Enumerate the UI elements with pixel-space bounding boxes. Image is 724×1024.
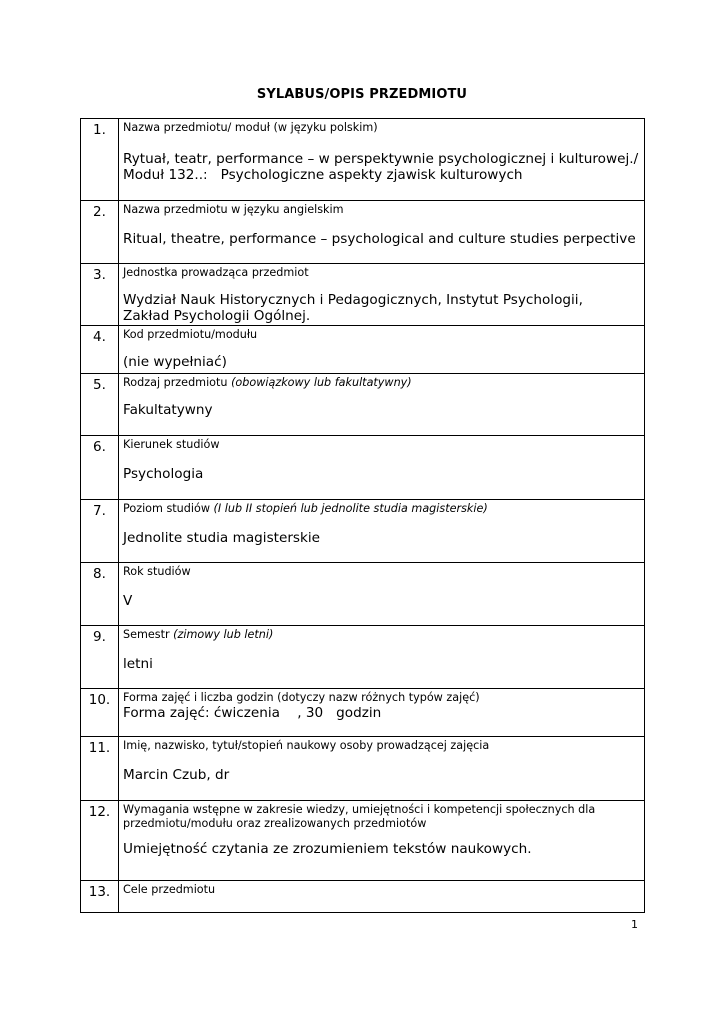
field-label bbox=[123, 121, 644, 135]
field-value-line: Wydział Nauk Historycznych i Pedagogicznych, Instytut Psychologii, bbox=[123, 292, 583, 308]
row-content bbox=[119, 626, 645, 689]
field-label-text: Rodzaj przedmiotu bbox=[123, 376, 232, 389]
row-number: 13. bbox=[81, 881, 119, 913]
field-label bbox=[123, 502, 644, 516]
field-value-line: Moduł 132..: Psychologiczne aspekty zjawisk kulturowych bbox=[123, 167, 523, 183]
table-row bbox=[81, 264, 645, 326]
field-label-hint: (I lub II stopień lub jednolite studia magisterskie) bbox=[213, 502, 488, 515]
field-label-hint: (obowiązkowy lub fakultatywny) bbox=[231, 376, 412, 389]
field-label-hint: (zimowy lub letni) bbox=[173, 628, 274, 641]
field-label-text: Kod przedmiotu/modułu bbox=[123, 328, 258, 341]
row-number: 6. bbox=[81, 436, 119, 500]
field-label bbox=[123, 203, 644, 217]
field-value-line: (nie wypełniać) bbox=[123, 354, 227, 370]
field-value bbox=[123, 593, 644, 609]
field-value bbox=[123, 656, 644, 672]
field-value-line: Jednolite studia magisterskie bbox=[123, 530, 321, 546]
field-value bbox=[123, 231, 644, 247]
field-value bbox=[123, 466, 644, 482]
row-content bbox=[119, 563, 645, 626]
row-content bbox=[119, 881, 645, 913]
field-label-text: Jednostka prowadząca przedmiot bbox=[123, 266, 309, 279]
row-number: 11. bbox=[81, 737, 119, 801]
field-label-text: Kierunek studiów bbox=[123, 438, 220, 451]
field-value-line: Marcin Czub, dr bbox=[123, 767, 230, 783]
field-value bbox=[123, 292, 644, 324]
table-row bbox=[81, 881, 645, 913]
field-label-text: Nazwa przedmiotu w języku angielskim bbox=[123, 203, 344, 216]
syllabus-table-body bbox=[81, 119, 645, 913]
field-value bbox=[123, 841, 644, 857]
field-label-text: Rok studiów bbox=[123, 565, 191, 578]
field-label-text: Cele przedmiotu bbox=[123, 883, 216, 896]
row-content bbox=[119, 201, 645, 264]
field-label-text: Imię, nazwisko, tytuł/stopień naukowy osoby prowadzącej zajęcia bbox=[123, 739, 490, 752]
field-label-text: Poziom studiów bbox=[123, 502, 214, 515]
row-number: 9. bbox=[81, 626, 119, 689]
table-row bbox=[81, 737, 645, 801]
field-label bbox=[123, 266, 644, 280]
field-value bbox=[123, 402, 644, 418]
row-number: 1. bbox=[81, 119, 119, 201]
field-label bbox=[123, 376, 644, 390]
field-label bbox=[123, 328, 644, 342]
table-row bbox=[81, 201, 645, 264]
field-value-line: V bbox=[123, 593, 133, 609]
field-label bbox=[123, 739, 644, 753]
field-label bbox=[123, 438, 644, 452]
field-value bbox=[123, 530, 644, 546]
table-row bbox=[81, 374, 645, 436]
field-value-line: Rytuał, teatr, performance – w perspektywnie psychologicznej i kulturowej./ bbox=[123, 151, 639, 167]
row-content bbox=[119, 436, 645, 500]
row-content bbox=[119, 737, 645, 801]
row-content bbox=[119, 500, 645, 563]
table-row bbox=[81, 689, 645, 737]
field-value-line: Forma zajęć: ćwiczenia , 30 godzin bbox=[123, 705, 382, 721]
row-content bbox=[119, 374, 645, 436]
field-value bbox=[123, 354, 644, 370]
table-row bbox=[81, 326, 645, 374]
row-number: 8. bbox=[81, 563, 119, 626]
row-number: 7. bbox=[81, 500, 119, 563]
table-row bbox=[81, 436, 645, 500]
field-value-line: Fakultatywny bbox=[123, 402, 213, 418]
document-title: SYLABUS/OPIS PRZEDMIOTU bbox=[256, 87, 468, 102]
field-label bbox=[123, 628, 644, 642]
row-number: 3. bbox=[81, 264, 119, 326]
field-value-line: Umiejętność czytania ze zrozumieniem tekstów naukowych. bbox=[123, 841, 532, 857]
field-value bbox=[123, 151, 644, 183]
row-content bbox=[119, 689, 645, 737]
field-value-line: letni bbox=[123, 656, 153, 672]
field-label bbox=[123, 691, 644, 705]
field-label-text: Wymagania wstępne w zakresie wiedzy, umiejętności i kompetencji społecznych dla przedmiotu/modułu oraz zrealizowanych przedmiotów bbox=[123, 803, 596, 830]
row-number: 12. bbox=[81, 801, 119, 881]
field-value-line: Ritual, theatre, performance – psychological and culture studies perpective bbox=[123, 231, 636, 247]
row-number: 10. bbox=[81, 689, 119, 737]
row-content bbox=[119, 119, 645, 201]
field-label bbox=[123, 803, 644, 831]
field-value-line: Zakład Psychologii Ogólnej. bbox=[123, 308, 311, 324]
row-content bbox=[119, 264, 645, 326]
field-label-text: Forma zajęć i liczba godzin (dotyczy nazw różnych typów zajęć) bbox=[123, 691, 480, 704]
row-number: 4. bbox=[81, 326, 119, 374]
row-content bbox=[119, 801, 645, 881]
table-row bbox=[81, 119, 645, 201]
page-number: 1 bbox=[631, 918, 638, 931]
table-row bbox=[81, 563, 645, 626]
field-label bbox=[123, 565, 644, 579]
table-row bbox=[81, 801, 645, 881]
row-number: 2. bbox=[81, 201, 119, 264]
field-value bbox=[123, 767, 644, 783]
field-label bbox=[123, 883, 644, 897]
table-row bbox=[81, 500, 645, 563]
syllabus-table bbox=[80, 118, 645, 913]
field-label-text: Nazwa przedmiotu/ moduł (w języku polskim) bbox=[123, 121, 378, 134]
field-value-line: Psychologia bbox=[123, 466, 204, 482]
row-number: 5. bbox=[81, 374, 119, 436]
field-label-text: Semestr bbox=[123, 628, 174, 641]
field-value bbox=[123, 705, 644, 721]
row-content bbox=[119, 326, 645, 374]
table-row bbox=[81, 626, 645, 689]
